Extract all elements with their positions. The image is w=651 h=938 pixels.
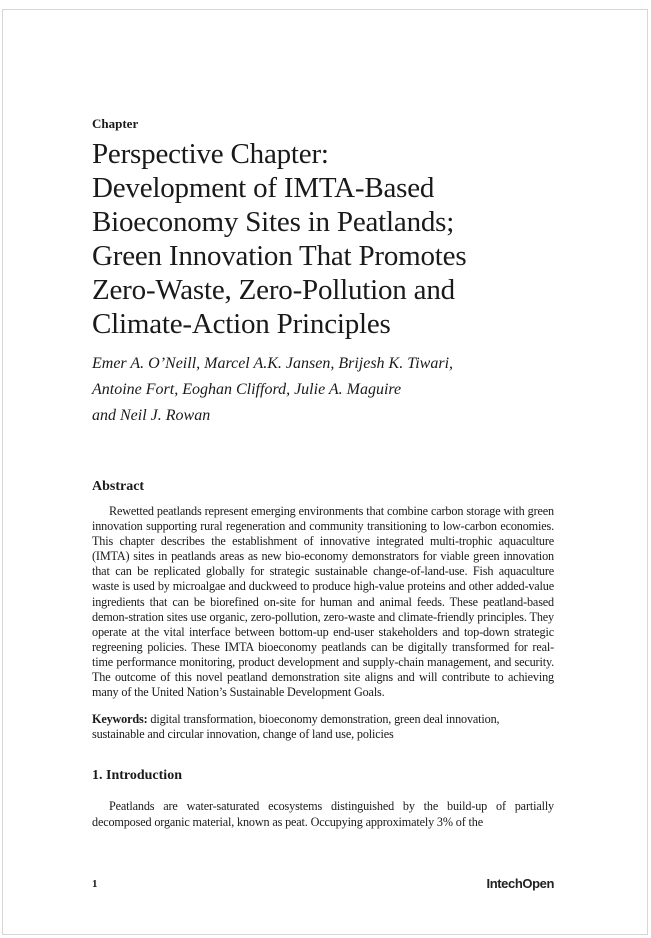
author-list: Emer A. O’Neill, Marcel A.K. Jansen, Brijesh K. Tiwari, Antoine Fort, Eoghan Clifford, Julie A. Maguire and Neil J. Rowan xyxy=(92,355,454,424)
introduction-text: Peatlands are water-saturated ecosystems distinguished by the build-up of partially decomposed organic material, known as peat. Occupying approximately 3% of the xyxy=(92,799,554,829)
page-number: 1 xyxy=(92,878,98,890)
chapter-label: Chapter xyxy=(92,116,139,131)
chapter-title: Perspective Chapter: Development of IMTA-Based Bioeconomy Sites in Peatlands; Green Innovation That Promotes Zero-Waste, Zero-Pollution and Climate-Action Principles xyxy=(92,138,467,340)
keywords-label: Keywords: xyxy=(92,712,148,727)
abstract-text: Rewetted peatlands represent emerging environments that combine carbon storage with green innovation supporting rural regeneration and community transitioning to low-carbon economies. This chapter describes the establishment of innovative integrated multi-trophic aquaculture (IMTA) sites in peatlands areas as new bio-economy demonstrators for viable green innovation that can be replicated globally for strategic sustainable change-of-land-use. Fish aquaculture waste is used by microalgae and duckweed to produce high-value proteins and other added-value ingredients that can be biorefined on-site for human and animal feeds. These peatland-based demon-stration sites use organic, zero-pollution, zero-waste and climate-friendly principles. They operate at the vital interface between bottom-up end-user stakeholders and top-down strategic regreening policies. These IMTA bioeconomy peatlands can be digitally transformed for real-time performance monitoring, product development and supply-chain management, and security. The outcome of this novel peatland demonstration site aligns and will contribute to achieving many of the United Nation’s Sustainable Development Goals. xyxy=(92,504,554,700)
introduction-heading: 1. Introduction xyxy=(92,768,182,784)
keywords xyxy=(92,712,554,742)
publisher-logo: IntechOpen xyxy=(486,876,554,891)
keywords-text: digital transformation, bioeconomy demonstration, green deal innovation, sustainable and circular innovation, change of land use, policies xyxy=(92,712,500,742)
page-content xyxy=(92,116,554,830)
abstract-heading: Abstract xyxy=(92,479,145,494)
page-footer xyxy=(92,876,554,894)
document-page xyxy=(2,9,648,935)
